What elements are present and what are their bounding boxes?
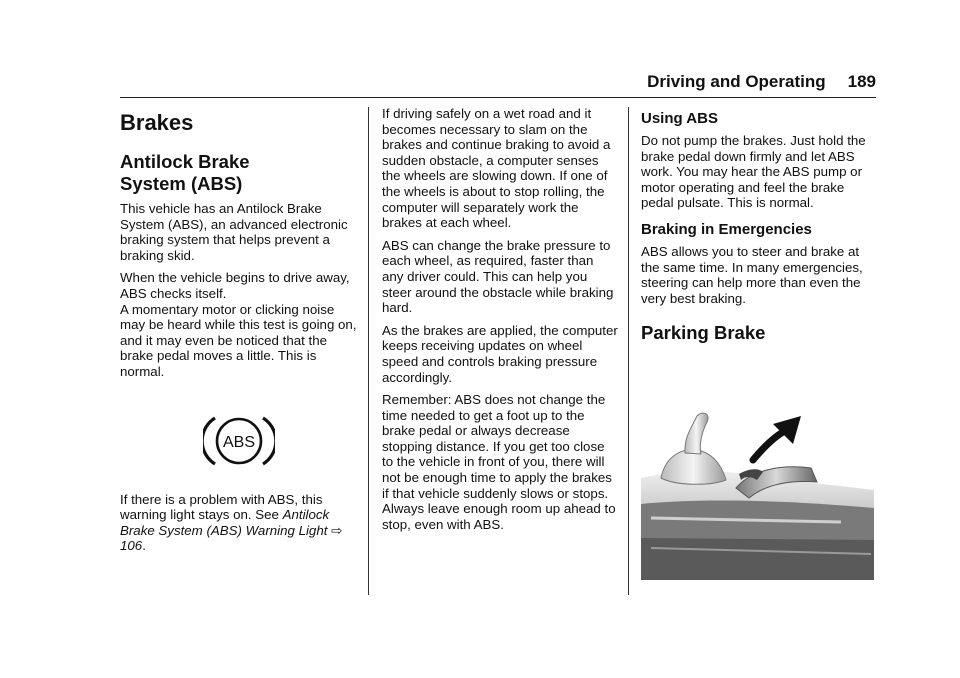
abs-heading-line1: Antilock Brake [120, 151, 250, 172]
abs-intro-paragraph: This vehicle has an Antilock Brake System (ABS), an advanced electronic braking system that helps prevent a braking skid. [120, 201, 348, 263]
using-abs-heading: Using ABS [641, 110, 718, 127]
abs-heading [120, 151, 358, 195]
brake-pressure-paragraph: ABS can change the brake pressure to each wheel, as required, faster than any driver could. This can help you steer around the obstacle while braking hard. [382, 237, 614, 316]
emergency-heading: Braking in Emergencies [641, 220, 812, 238]
page-header [630, 72, 876, 94]
emergency-paragraph: ABS allows you to steer and brake at the same time. In many emergencies, steering can help more than even the very best braking. [641, 243, 863, 306]
using-abs-paragraph: Do not pump the brakes. Just hold the brake pedal down firmly and let ABS work. You may hear the ABS pump or motor operating and feel the brake pedal pulsate. This is normal. [641, 133, 866, 211]
abs-icon-label: ABS [222, 433, 256, 451]
column-2 [382, 106, 618, 539]
column-3 [641, 106, 877, 350]
header-rule [120, 97, 876, 98]
column-divider-2 [628, 107, 629, 595]
abs-check-paragraph [120, 270, 358, 379]
abs-warning-light-reference[interactable]: Antilock Brake System (ABS) Warning Light [120, 507, 330, 538]
abs-heading-line2: System (ABS) [120, 173, 243, 194]
wet-road-paragraph: If driving safely on a wet road and it becomes necessary to slam on the brakes and continue braking to avoid a sudden obstacle, a computer senses the wheels are slowing down. If one of the wheels is about to stop rolling, the computer will separately work the brakes at each wheel. [382, 106, 611, 231]
brakes-title: Brakes [120, 110, 194, 135]
remember-paragraph: Remember: ABS does not change the time needed to get a foot up to the brake pedal or always decrease stopping distance. If you get too close to the vehicle in front of you, there will not be enough time to apply the brakes if that vehicle suddenly slows or stops. Always leave enough room up ahead to stop, even with ABS. [382, 392, 616, 532]
page-reference-arrow-icon: ⇨ [331, 522, 343, 538]
abs-warning-paragraph: If there is a problem with ABS, this warning light stays on. See Antilock Brake System (ABS) Warning Light ⇨ 106. [120, 491, 343, 554]
updates-paragraph: As the brakes are applied, the computer keeps receiving updates on wheel speed and controls braking pressure accordingly. [382, 322, 618, 385]
parking-brake-illustration [641, 408, 874, 580]
abs-warning-icon-container [120, 410, 358, 480]
parking-brake-heading: Parking Brake [641, 322, 766, 344]
page-number: 189 [847, 72, 876, 91]
abs-check-line1: When the vehicle begins to drive away, ABS checks itself. [120, 270, 350, 301]
section-title: Driving and Operating [647, 72, 826, 91]
abs-check-line2: A momentary motor or clicking noise may be heard while this test is going on, and it may even be noticed that the brake pedal moves a little. This is normal. [120, 301, 357, 379]
column-divider-1 [368, 107, 369, 595]
abs-warning-icon [203, 410, 275, 472]
page-reference-number[interactable]: 106 [120, 538, 143, 554]
column-1 [120, 106, 358, 561]
